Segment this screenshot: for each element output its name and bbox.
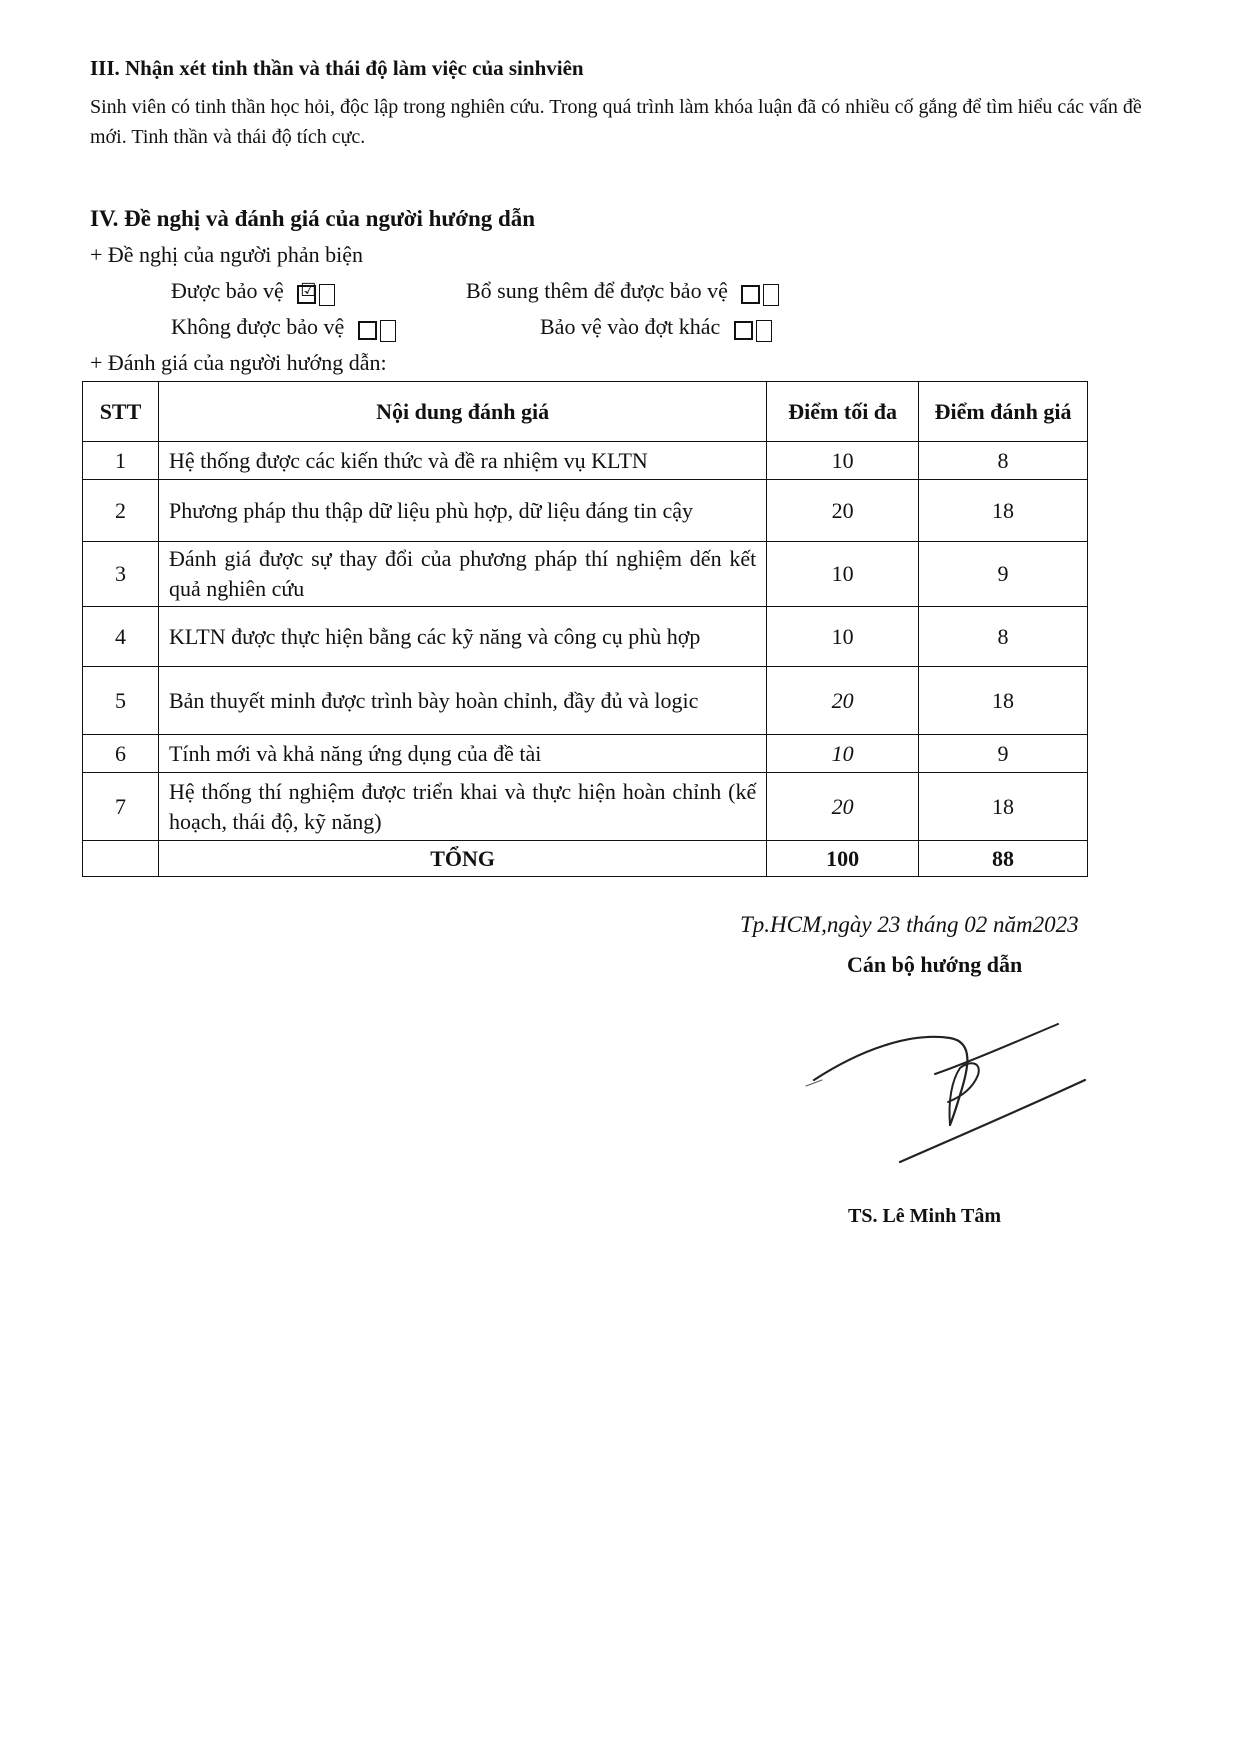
section-3-body: Sinh viên có tinh thần học hỏi, độc lập trong nghiên cứu. Trong quá trình làm khóa luận đã có nhiều cố gắng để tìm hiểu các vấn đề mới. Tinh thần và thái độ tích cực.	[90, 96, 1142, 148]
cell-stt: 7	[83, 773, 159, 841]
option-bo-sung[interactable]	[466, 278, 782, 306]
total-label: TỔNG	[158, 841, 766, 877]
option-khong-duoc-bao-ve[interactable]	[171, 314, 399, 342]
section-3-title: III. Nhận xét tinh thần và thái độ làm việc của sinhviên	[90, 56, 584, 80]
checkbox-checked[interactable]	[297, 280, 317, 304]
option-label: Bảo vệ vào đợt khác	[540, 314, 721, 339]
cell-score: 18	[919, 480, 1088, 542]
cell-score: 18	[919, 667, 1088, 735]
cell-content: Bản thuyết minh được trình bày hoàn chỉnh, đầy đủ và logic	[158, 667, 766, 735]
table-row	[83, 442, 1088, 480]
cell-max: 10	[767, 542, 919, 607]
option-duoc-bao-ve[interactable]	[171, 278, 338, 306]
cell-max: 10	[767, 735, 919, 773]
table-row	[83, 735, 1088, 773]
cell-content: Phương pháp thu thập dữ liệu phù hợp, dữ liệu đáng tin cậy	[158, 480, 766, 542]
table-row	[83, 480, 1088, 542]
option-bao-ve-dot-khac[interactable]	[540, 314, 775, 342]
table-row	[83, 607, 1088, 667]
cell-stt: 5	[83, 667, 159, 735]
cell-content: Hệ thống thí nghiệm được triển khai và thực hiện hoàn chỉnh (kế hoạch, thái độ, kỹ năng)	[158, 773, 766, 841]
checkbox-empty[interactable]	[734, 321, 753, 340]
total-max: 100	[767, 841, 919, 877]
signature-title: Cán bộ hướng dẫn	[847, 952, 1023, 977]
handwritten-signature	[800, 1010, 1100, 1170]
checkbox-empty[interactable]	[380, 320, 396, 342]
total-score: 88	[919, 841, 1088, 877]
proposal-label: + Đề nghị của người phản biện	[90, 242, 364, 267]
checkbox-empty[interactable]	[756, 320, 772, 342]
cell-score: 9	[919, 735, 1088, 773]
header-content: Nội dung đánh giá	[158, 382, 766, 442]
cell-stt: 4	[83, 607, 159, 667]
checkbox-empty[interactable]	[319, 284, 335, 306]
evaluation-table	[82, 381, 1088, 877]
check-mark-icon: ☑	[300, 280, 317, 301]
cell-empty	[83, 841, 159, 877]
signature-date: Tp.HCM,ngày 23 tháng 02 năm2023	[740, 912, 1079, 937]
cell-max: 20	[767, 667, 919, 735]
header-score: Điểm đánh giá	[919, 382, 1088, 442]
checkbox-empty[interactable]	[763, 284, 779, 306]
table-row	[83, 542, 1088, 607]
cell-max: 10	[767, 442, 919, 480]
option-label: Bổ sung thêm để được bảo vệ	[466, 278, 728, 303]
cell-score: 9	[919, 542, 1088, 607]
checkbox-empty[interactable]	[358, 321, 377, 340]
section-4-title: IV. Đề nghị và đánh giá của người hướng dẫn	[90, 206, 536, 231]
cell-score: 18	[919, 773, 1088, 841]
cell-stt: 6	[83, 735, 159, 773]
cell-content: Tính mới và khả năng ứng dụng của đề tài	[158, 735, 766, 773]
table-total-row	[83, 841, 1088, 877]
cell-content: Đánh giá được sự thay đổi của phương pháp thí nghiệm dến kết quả nghiên cứu	[158, 542, 766, 607]
cell-score: 8	[919, 607, 1088, 667]
cell-content: Hệ thống được các kiến thức và đề ra nhiệm vụ KLTN	[158, 442, 766, 480]
evaluation-label: + Đánh giá của người hướng dẫn:	[90, 350, 387, 375]
table-row	[83, 667, 1088, 735]
cell-max: 20	[767, 480, 919, 542]
cell-stt: 3	[83, 542, 159, 607]
table-row	[83, 773, 1088, 841]
cell-stt: 1	[83, 442, 159, 480]
cell-score: 8	[919, 442, 1088, 480]
cell-max: 20	[767, 773, 919, 841]
option-label: Được bảo vệ	[171, 278, 284, 303]
header-stt: STT	[83, 382, 159, 442]
option-label: Không được bảo vệ	[171, 314, 345, 339]
table-header-row	[83, 382, 1088, 442]
header-max-score: Điểm tối đa	[767, 382, 919, 442]
checkbox-empty[interactable]	[741, 285, 760, 304]
cell-stt: 2	[83, 480, 159, 542]
signature-name: TS. Lê Minh Tâm	[848, 1205, 1001, 1227]
cell-max: 10	[767, 607, 919, 667]
cell-content: KLTN được thực hiện bằng các kỹ năng và công cụ phù hợp	[158, 607, 766, 667]
